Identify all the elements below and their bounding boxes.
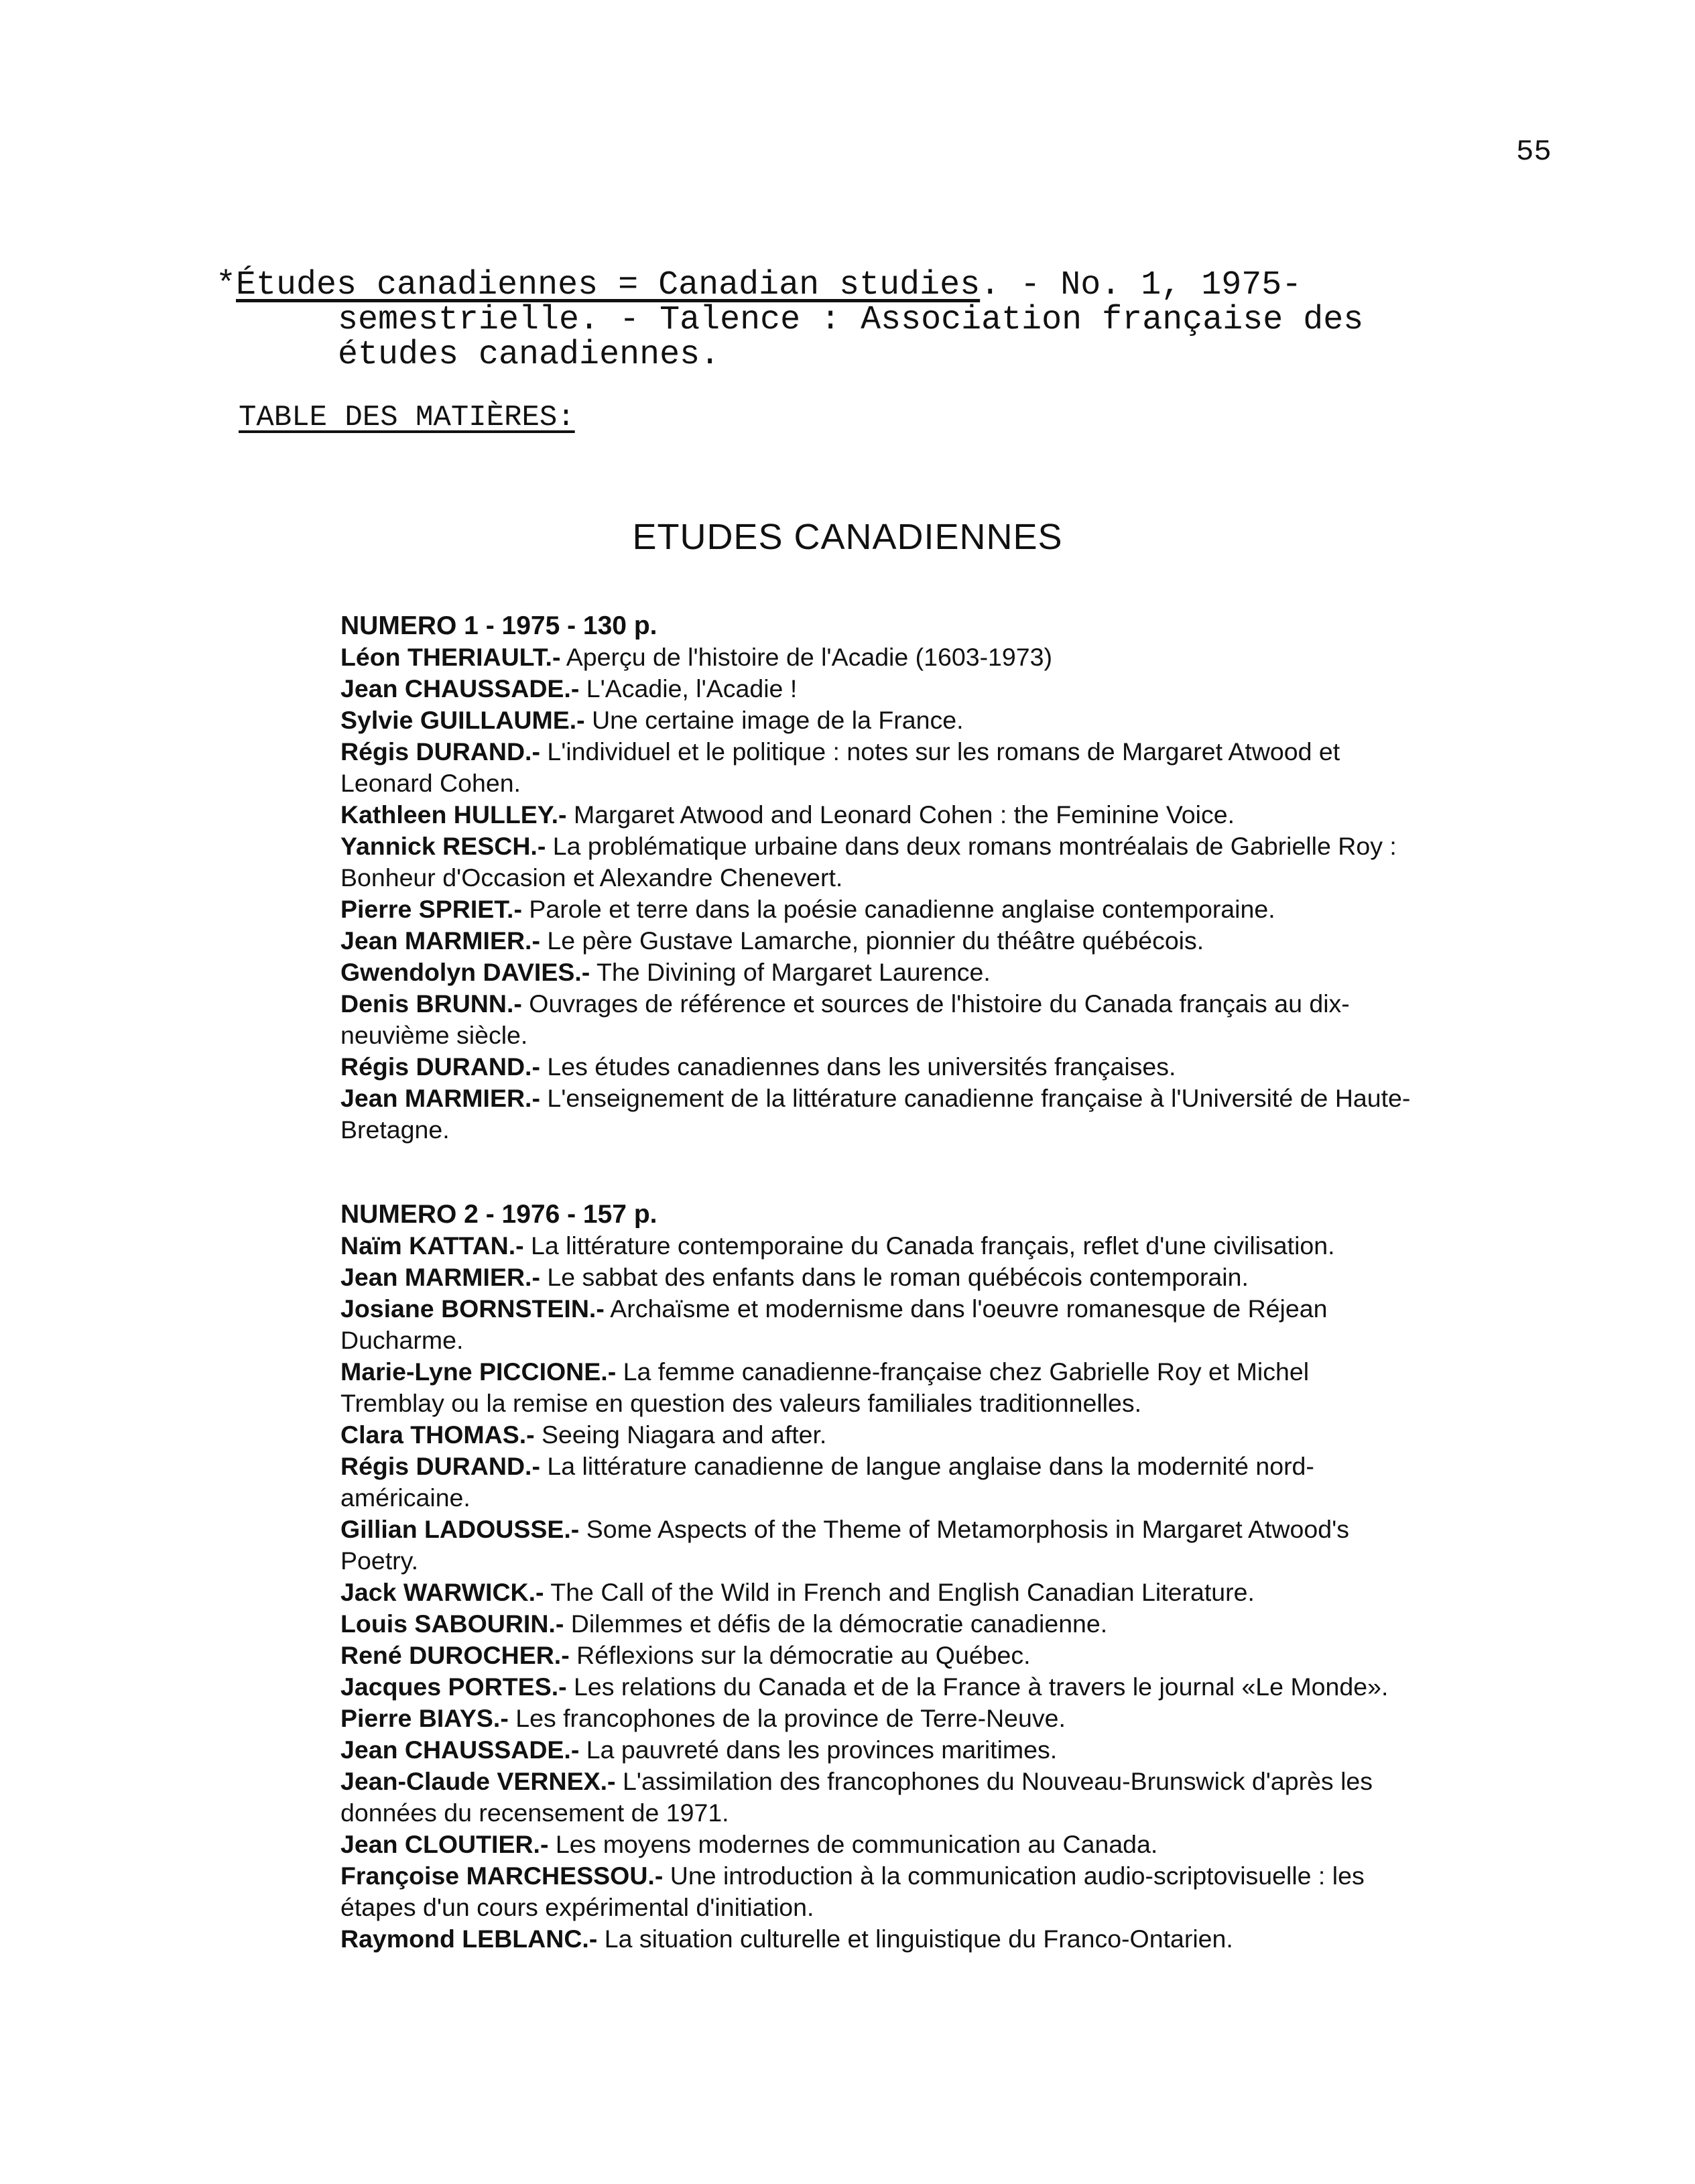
bibliographic-header: [216, 268, 1422, 373]
toc-entry: [340, 673, 1413, 705]
entry-title: Les relations du Canada et de la France à travers le journal «Le Monde».: [574, 1673, 1389, 1701]
entry-title: L'individuel et le politique : notes sur les romans de Margaret Atwood et Leonard Cohen.: [340, 737, 1340, 797]
entry-author: Jean MARMIER.-: [340, 1263, 540, 1291]
entry-author: Jean CHAUSSADE.-: [340, 674, 580, 703]
entry-title: Margaret Atwood and Leonard Cohen : the Feminine Voice.: [573, 800, 1235, 829]
entry-author: Kathleen HULLEY.-: [340, 800, 567, 829]
toc-entry: [340, 1293, 1413, 1356]
toc-entry: [340, 1356, 1413, 1419]
toc-entry: [340, 1577, 1413, 1608]
toc-entry: [340, 831, 1413, 894]
entry-title: La problématique urbaine dans deux romans montréalais de Gabrielle Roy : Bonheur d'Occasion et Alexandre Chenevert.: [340, 832, 1397, 892]
section-title: ETUDES CANADIENNES: [632, 517, 1063, 557]
entry-title: The Call of the Wild in French and English Canadian Literature.: [550, 1578, 1255, 1606]
toc-entry: [340, 1734, 1413, 1766]
entry-title: Seeing Niagara and after.: [542, 1420, 827, 1449]
entry-title: The Divining of Margaret Laurence.: [597, 958, 991, 986]
toc-entry: [340, 1262, 1413, 1293]
issue-1: [340, 610, 1413, 1146]
toc-entry: [340, 1514, 1413, 1577]
toc-entry: [340, 1230, 1413, 1262]
toc-entry: [340, 894, 1413, 925]
entry-title: L'assimilation des francophones du Nouveau-Brunswick d'après les données du recensement de 1971.: [340, 1767, 1373, 1827]
entry-title: Ouvrages de référence et sources de l'histoire du Canada français au dix-neuvième siècle.: [340, 989, 1350, 1049]
entry-title: Une introduction à la communication audio-scriptovisuelle : les étapes d'un cours expérimental d'initiation.: [340, 1862, 1365, 1921]
entry-title: Le père Gustave Lamarche, pionnier du théâtre québécois.: [547, 926, 1204, 955]
entry-author: Jean MARMIER.-: [340, 926, 540, 955]
toc-entry: [340, 1051, 1413, 1083]
issue-entries: [340, 1230, 1413, 1955]
toc-entry: [340, 1640, 1413, 1671]
entry-title: Parole et terre dans la poésie canadienne anglaise contemporaine.: [529, 895, 1275, 923]
toc-entry: [340, 988, 1413, 1051]
entry-author: Françoise MARCHESSOU.-: [340, 1862, 664, 1890]
entry-title: Archaïsme et modernisme dans l'oeuvre romanesque de Réjean Ducharme.: [340, 1294, 1328, 1354]
toc-entry: [340, 705, 1413, 736]
toc-label: TABLE DES MATIÈRES:: [239, 401, 575, 434]
entry-author: Denis BRUNN.-: [340, 989, 522, 1018]
entry-author: Josiane BORNSTEIN.-: [340, 1294, 605, 1323]
entry-author: Raymond LEBLANC.-: [340, 1925, 598, 1953]
toc-entry: [340, 925, 1413, 957]
toc-entry: [340, 1860, 1413, 1923]
entry-author: Jack WARWICK.-: [340, 1578, 544, 1606]
entry-author: Gillian LADOUSSE.-: [340, 1515, 580, 1543]
header-line-3: études canadiennes.: [338, 336, 720, 374]
entry-author: Louis SABOURIN.-: [340, 1610, 564, 1638]
entry-author: Régis DURAND.-: [340, 1052, 540, 1081]
entry-author: Jean-Claude VERNEX.-: [340, 1767, 616, 1795]
entry-title: La littérature canadienne de langue anglaise dans la modernité nord-américaine.: [340, 1452, 1314, 1512]
entry-title: Les francophones de la province de Terre-Neuve.: [515, 1704, 1066, 1732]
entry-title: Réflexions sur la démocratie au Québec.: [576, 1641, 1031, 1669]
toc-entry: [340, 1703, 1413, 1734]
toc-entry: [340, 1419, 1413, 1451]
entry-author: Naïm KATTAN.-: [340, 1231, 524, 1260]
entry-author: Jean CHAUSSADE.-: [340, 1736, 580, 1764]
header-line-1-rest: . - No. 1, 1975-: [980, 266, 1302, 304]
issue-2: [340, 1199, 1413, 1955]
entry-author: Léon THERIAULT.-: [340, 643, 561, 671]
toc-entry: [340, 642, 1413, 673]
issue-heading: NUMERO 1 - 1975 - 130 p.: [340, 611, 657, 640]
toc-entry: [340, 1451, 1413, 1514]
entry-title: Some Aspects of the Theme of Metamorphosis in Margaret Atwood's Poetry.: [340, 1515, 1349, 1575]
entry-title: La femme canadienne-française chez Gabrielle Roy et Michel Tremblay ou la remise en question des valeurs familiales traditionnelles.: [340, 1357, 1310, 1417]
entry-title: Dilemmes et défis de la démocratie canadienne.: [570, 1610, 1108, 1638]
entry-author: Sylvie GUILLAUME.-: [340, 706, 585, 734]
toc-entry: [340, 1829, 1413, 1860]
entry-title: Les moyens modernes de communication au Canada.: [555, 1830, 1158, 1858]
entry-title: Le sabbat des enfants dans le roman québécois contemporain.: [547, 1263, 1249, 1291]
entry-title: L'enseignement de la littérature canadienne française à l'Université de Haute-Bretagne.: [340, 1084, 1411, 1144]
toc-entry: [340, 1671, 1413, 1703]
toc-entry: [340, 736, 1413, 799]
page-number: 55: [1516, 135, 1552, 169]
entry-title: La pauvreté dans les provinces maritimes.: [586, 1736, 1058, 1764]
toc-entry: [340, 957, 1413, 988]
entry-author: Jacques PORTES.-: [340, 1673, 567, 1701]
entry-author: Marie-Lyne PICCIONE.-: [340, 1357, 617, 1386]
entry-title: L'Acadie, l'Acadie !: [586, 674, 798, 703]
toc-entry: [340, 1608, 1413, 1640]
entry-title: Aperçu de l'histoire de l'Acadie (1603-1973): [566, 643, 1052, 671]
header-line-2: semestrielle. - Talence : Association française des: [338, 301, 1364, 339]
header-line-1: [216, 268, 1422, 303]
entry-author: Jean CLOUTIER.-: [340, 1830, 549, 1858]
entry-author: Yannick RESCH.-: [340, 832, 546, 860]
entry-title: La littérature contemporaine du Canada français, reflet d'une civilisation.: [531, 1231, 1335, 1260]
entry-author: Jean MARMIER.-: [340, 1084, 540, 1112]
entry-author: Clara THOMAS.-: [340, 1420, 535, 1449]
toc-entry: [340, 799, 1413, 831]
issue-entries: [340, 642, 1413, 1146]
entry-author: Régis DURAND.-: [340, 737, 540, 766]
toc-entry: [340, 1766, 1413, 1829]
entry-title: Une certaine image de la France.: [592, 706, 964, 734]
issue-heading: NUMERO 2 - 1976 - 157 p.: [340, 1200, 657, 1229]
header-prefix: *: [216, 266, 237, 304]
entry-author: Pierre BIAYS.-: [340, 1704, 509, 1732]
entry-author: Régis DURAND.-: [340, 1452, 540, 1480]
journal-title: Études canadiennes = Canadian studies: [236, 266, 981, 304]
toc-entry: [340, 1923, 1413, 1955]
entry-author: Gwendolyn DAVIES.-: [340, 958, 590, 986]
entry-title: La situation culturelle et linguistique du Franco-Ontarien.: [604, 1925, 1233, 1953]
entry-author: René DUROCHER.-: [340, 1641, 570, 1669]
toc-entry: [340, 1083, 1413, 1146]
entry-author: Pierre SPRIET.-: [340, 895, 522, 923]
entry-title: Les études canadiennes dans les universités françaises.: [547, 1052, 1176, 1081]
